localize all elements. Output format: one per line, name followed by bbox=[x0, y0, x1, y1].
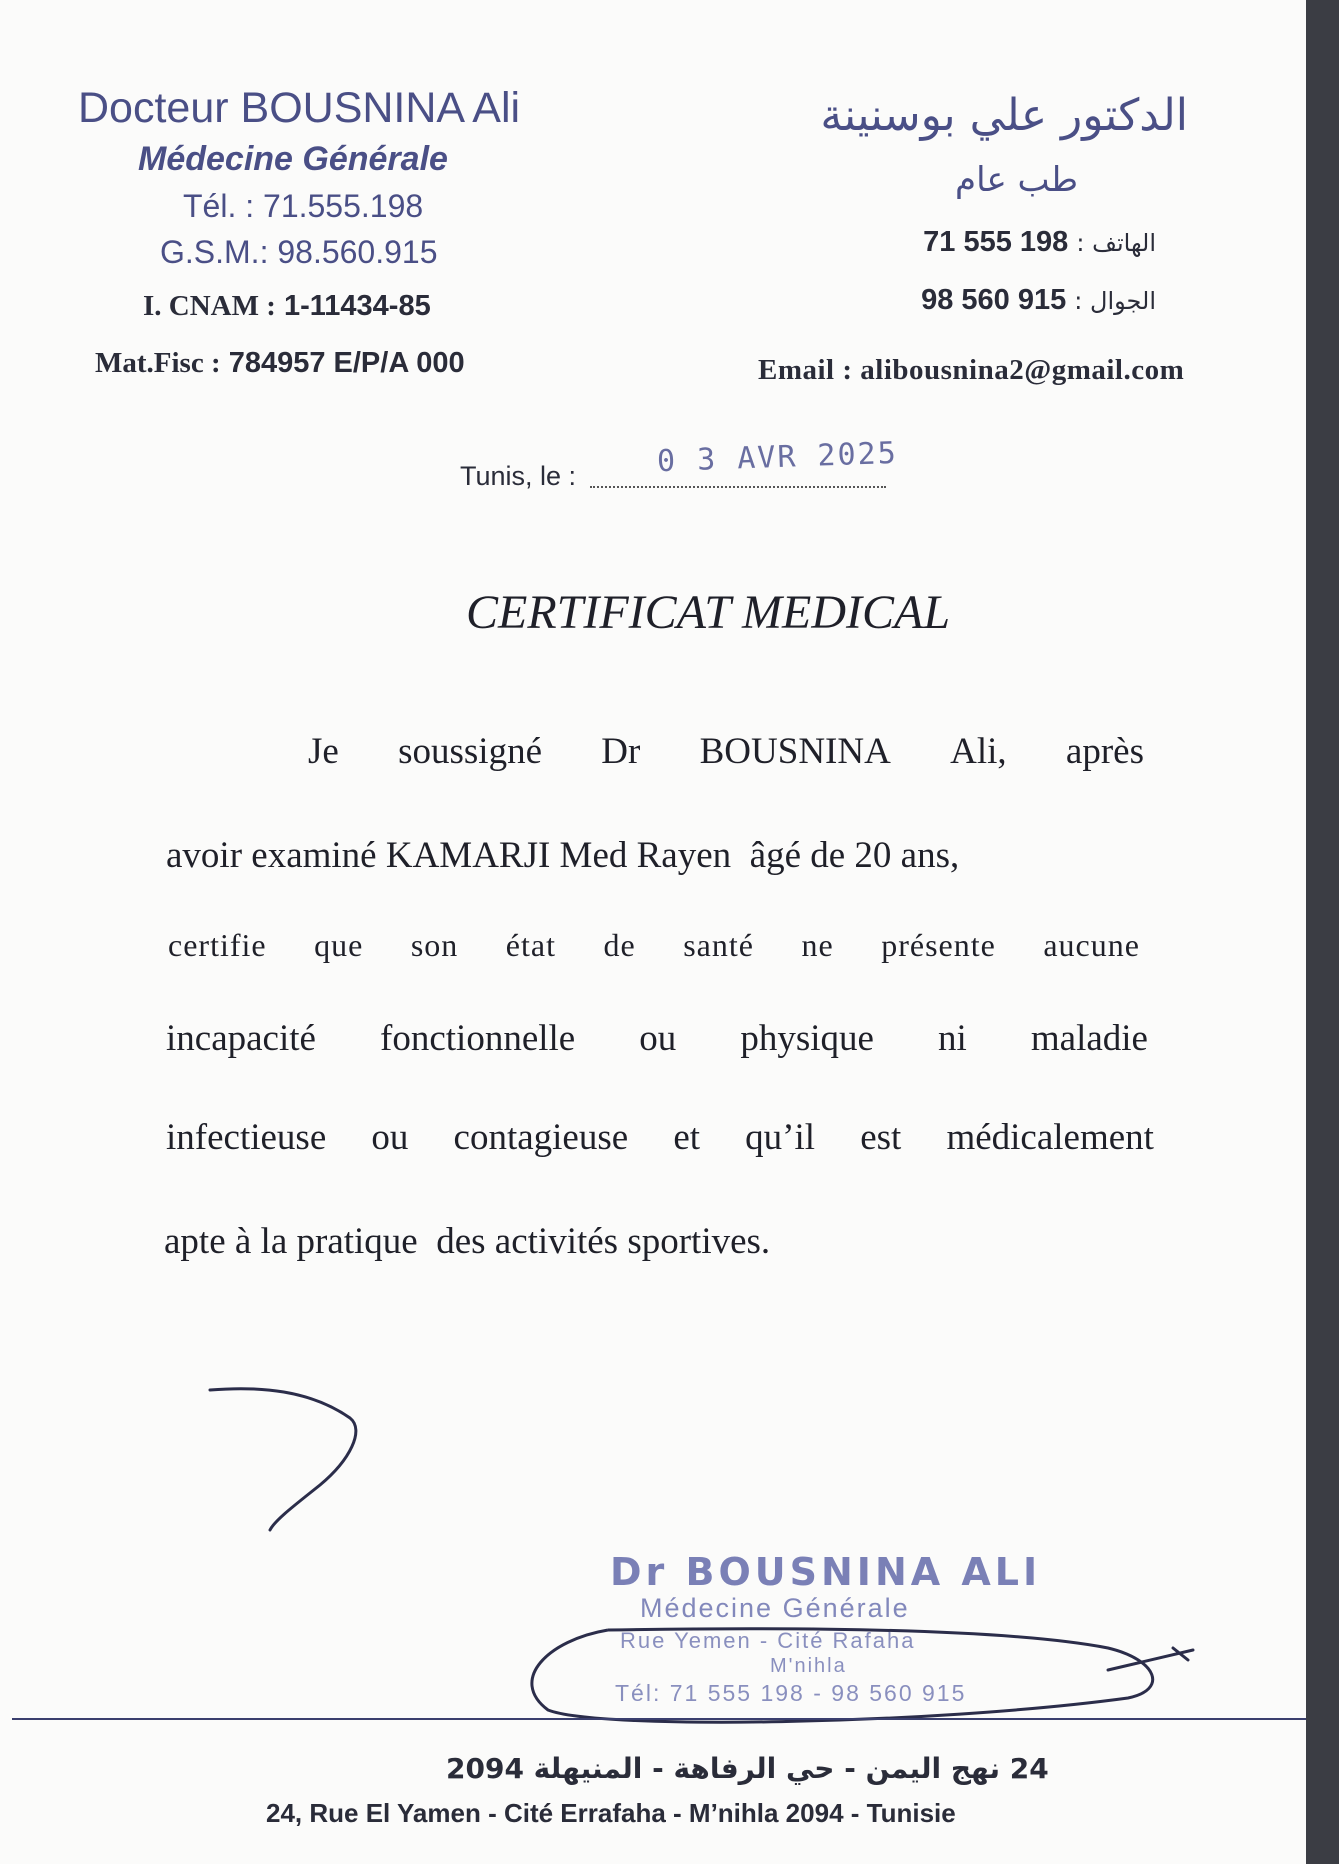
footer-address-fr: 24, Rue El Yamen - Cité Errafaha - M’nihla 2094 - Tunisie bbox=[266, 1798, 956, 1828]
word: état bbox=[505, 927, 556, 963]
phone-fr: Tél. : 71.555.198 bbox=[183, 188, 424, 224]
email: Email : alibousnina2@gmail.com bbox=[758, 354, 1185, 386]
word: aucune bbox=[1043, 927, 1140, 963]
word: après bbox=[1065, 731, 1144, 772]
stamp-name: Dr BOUSNINA ALI bbox=[610, 1550, 1042, 1594]
mobile-ar bbox=[921, 284, 1156, 317]
body-line-5 bbox=[166, 1116, 1154, 1159]
phone-ar-label: : الهاتف bbox=[1076, 229, 1156, 257]
stamp-address: Rue Yemen - Cité Rafaha bbox=[620, 1628, 916, 1653]
word: ni bbox=[938, 1018, 967, 1059]
specialty-fr: Médecine Générale bbox=[138, 140, 448, 178]
body-line-1 bbox=[308, 730, 1144, 773]
body-line-3 bbox=[168, 927, 1140, 964]
tax-id-value: 784957 E/P/A 000 bbox=[228, 347, 465, 379]
date-dotted-line bbox=[590, 486, 886, 488]
document-title: CERTIFICAT MEDICAL bbox=[466, 586, 951, 639]
mobile-fr: G.S.M.: 98.560.915 bbox=[160, 234, 438, 270]
word: et bbox=[673, 1117, 701, 1158]
stamp-city: M'nihla bbox=[770, 1655, 847, 1677]
word: BOUSNINA bbox=[699, 731, 891, 772]
word: certifie bbox=[168, 927, 267, 963]
word: que bbox=[314, 927, 364, 963]
word: son bbox=[410, 927, 459, 963]
word: incapacité bbox=[166, 1018, 316, 1059]
word: infectieuse bbox=[166, 1117, 327, 1158]
stamp-scribble bbox=[508, 1620, 1198, 1730]
word: maladie bbox=[1030, 1018, 1148, 1059]
specialty-ar: طب عام bbox=[955, 160, 1078, 200]
doctor-name-fr: Docteur BOUSNINA Ali bbox=[78, 84, 521, 132]
word: ne bbox=[801, 927, 834, 963]
mobile-ar-value: 98 560 915 bbox=[921, 284, 1067, 316]
tax-id bbox=[95, 347, 465, 380]
word: Je bbox=[308, 731, 339, 772]
word: contagieuse bbox=[453, 1117, 629, 1158]
word: ou bbox=[371, 1117, 409, 1158]
word: Dr bbox=[601, 731, 641, 772]
phone-ar-value: 71 555 198 bbox=[923, 226, 1069, 258]
word: de bbox=[603, 927, 636, 963]
doctor-name-ar: الدكتور علي بوسنينة bbox=[820, 90, 1188, 141]
phone-ar bbox=[923, 226, 1156, 259]
word: présente bbox=[881, 927, 996, 963]
word: physique bbox=[740, 1018, 874, 1059]
stamp-phone: Tél: 71 555 198 - 98 560 915 bbox=[615, 1680, 967, 1706]
stamp-specialty: Médecine Générale bbox=[640, 1593, 910, 1623]
cnam-value: 1-11434-85 bbox=[283, 290, 431, 322]
word: ou bbox=[639, 1018, 677, 1059]
word: médicalement bbox=[946, 1117, 1154, 1158]
word: Ali, bbox=[950, 731, 1007, 772]
word: fonctionnelle bbox=[380, 1018, 576, 1059]
body-line-6: apte à la pratique des activités sportives. bbox=[164, 1221, 771, 1262]
body-line-4 bbox=[166, 1017, 1148, 1060]
tax-id-label: Mat.Fisc : bbox=[95, 347, 221, 379]
date-label: Tunis, le : bbox=[460, 461, 577, 491]
word: soussigné bbox=[398, 731, 543, 772]
date-stamp: 0 3 AVR 2025 bbox=[656, 435, 899, 480]
word: santé bbox=[683, 927, 754, 963]
word: qu’il bbox=[745, 1117, 816, 1158]
footer-divider bbox=[12, 1718, 1306, 1720]
footer-address-ar: 24 نهج اليمن - حي الرفاهة - المنيهلة 2094 bbox=[446, 1752, 1049, 1785]
mobile-ar-label: : الجوال bbox=[1074, 287, 1156, 315]
cnam-id bbox=[143, 290, 431, 323]
signature bbox=[200, 1380, 380, 1540]
cnam-label: I. CNAM : bbox=[143, 290, 276, 322]
body-line-2: avoir examiné KAMARJI Med Rayen âgé de 20 ans, bbox=[166, 835, 960, 876]
word: est bbox=[860, 1117, 902, 1158]
